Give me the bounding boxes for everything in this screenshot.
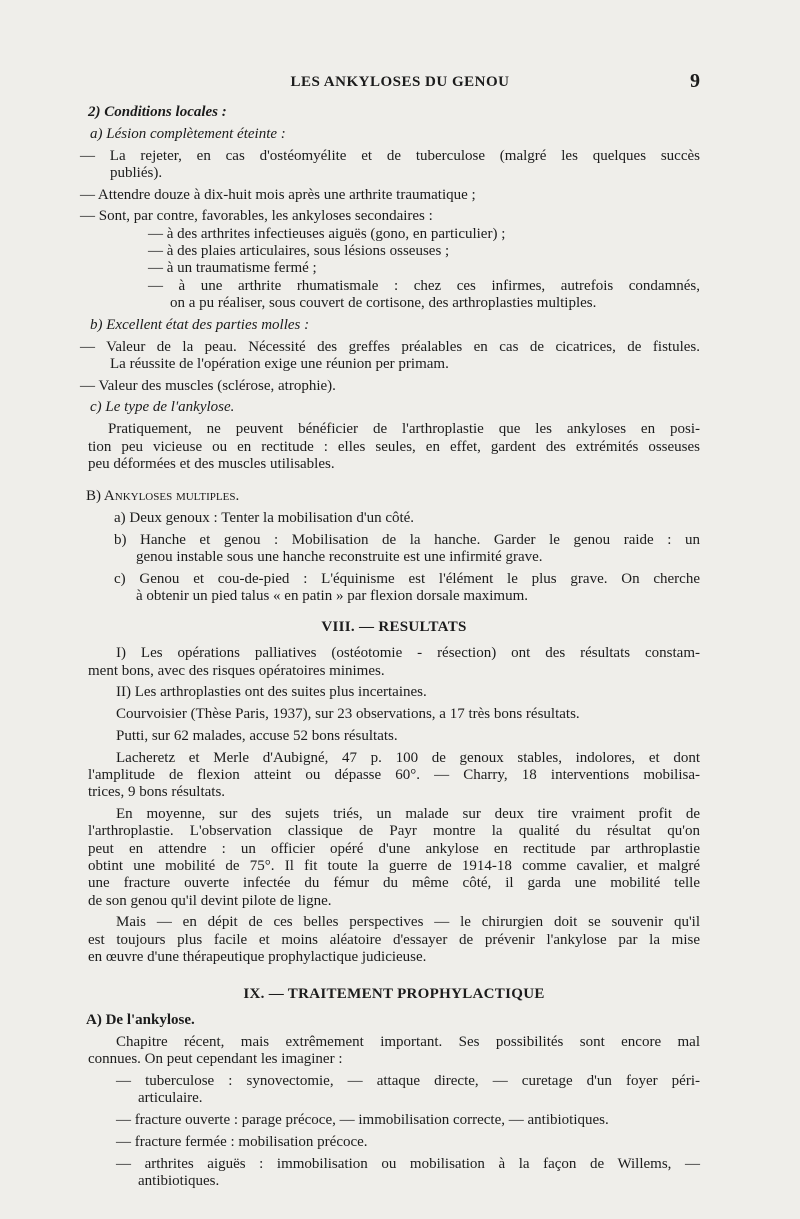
page-header [0, 70, 800, 96]
paragraph-pratiquement-line1: Pratiquement, ne peuvent bénéficier de l'arthroplastie que les ankyloses en posi- [108, 421, 700, 438]
paragraph-putti: Putti, sur 62 malades, accuse 52 bons résultats. [116, 727, 398, 744]
page-body [80, 104, 700, 1190]
paragraph-moyenne-line6: de son genou qu'il devint pilote de ligne. [88, 892, 332, 909]
paragraph-moyenne-line2: l'arthroplastie. L'observation classique de Payr montre la qualité du résultat qu'on [88, 823, 700, 840]
running-title: LES ANKYLOSES DU GENOU [290, 74, 510, 90]
item-hanche-genou-line2: genou instable sous une hanche reconstruite est une infirmité grave. [136, 549, 543, 566]
subheading-conditions-locales: 2) Conditions locales : [88, 104, 227, 120]
paragraph-pratiquement-line3: peu déformées et des muscles utilisables. [88, 455, 335, 472]
paragraph-moyenne-line4: obtint une mobilité de 75°. Il fit toute la guerre de 1914-18 comme cavalier, et malgré [88, 857, 700, 874]
paragraph-chapitre-line2: connues. On peut cependant les imaginer : [88, 1051, 343, 1068]
item-etat-parties-molles: b) Excellent état des parties molles : [90, 316, 310, 333]
paragraph-lacheretz-line3: trices, 9 bons résultats. [88, 784, 226, 801]
paragraph-chapitre-line1: Chapitre récent, mais extrêmement important. Ses possibilités sont encore mal [116, 1033, 700, 1050]
item-type-ankylose: c) Le type de l'ankylose. [90, 399, 235, 416]
paragraph-muscles: — Valeur des muscles (sclérose, atrophie). [80, 377, 336, 394]
paragraph-sont: — Sont, par contre, favorables, les ankyloses secondaires : [80, 208, 433, 225]
subheading-ankyloses-multiples: B) Ankyloses multiples. [86, 488, 240, 505]
paragraph-mais-line1: Mais — en dépit de ces belles perspectives — le chirurgien doit se souvenir qu'il [116, 914, 700, 931]
paragraph-operations-palliatives-line1: I) Les opérations palliatives (ostéotomie - résection) ont des résultats constam- [116, 645, 700, 662]
paragraph-courvoisier: Courvoisier (Thèse Paris, 1937), sur 23 observations, a 17 très bons résultats. [116, 706, 580, 723]
paragraph-mais-line2: est toujours plus facile et moins aléatoire d'essayer de prévenir l'ankylose par la mise [88, 931, 700, 948]
paragraph-lacheretz-line2: l'amplitude de flexion atteint ou dépasse 60°. — Charry, 18 interventions mobilisa- [88, 767, 700, 783]
paragraph-lacheretz-line1: Lacheretz et Merle d'Aubigné, 47 p. 100 de genoux stables, indolores, et dont [116, 749, 700, 766]
item-cou-de-pied-line2: à obtenir un pied talus « en patin » par flexion dorsale maximum. [136, 588, 528, 605]
list-item-tuberculose-line1: — tuberculose : synovectomie, — attaque directe, — curetage d'un foyer péri- [116, 1072, 700, 1089]
paragraph-rejeter-line1: — La rejeter, en cas d'ostéomyélite et de tuberculose (malgré les quelques succès [80, 147, 700, 164]
list-item-fracture-ouverte: — fracture ouverte : parage précoce, — immobilisation correcte, — antibiotiques. [116, 1112, 609, 1129]
paragraph-rejeter-line2: publiés). [110, 164, 163, 181]
sublist-item-plaies: — à des plaies articulaires, sous lésions osseuses ; [148, 243, 450, 260]
item-lesion-eteinte: a) Lésion complètement éteinte : [90, 125, 286, 142]
section-title-resultats: VIII. — RESULTATS [321, 618, 467, 635]
paragraph-moyenne-line3: peut en attendre : un officier opéré d'une ankylose en rectitude par arthroplastie [88, 840, 700, 857]
section-title-traitement-prophylactique: IX. — TRAITEMENT PROPHYLACTIQUE [243, 985, 545, 1002]
item-deux-genoux: a) Deux genoux : Tenter la mobilisation d'un côté. [114, 509, 415, 526]
paragraph-peau-line1: — Valeur de la peau. Nécessité des greffes préalables en cas de cicatrices, de fistules. [80, 338, 700, 355]
sublist-item-traumatisme: — à un traumatisme fermé ; [148, 260, 317, 277]
sublist-item-rhumatismale-line2: on a pu réaliser, sous couvert de cortisone, des arthroplasties multiples. [170, 294, 597, 311]
paragraph-operations-palliatives-line2: ment bons, avec des risques opératoires minimes. [88, 662, 385, 679]
subheading-de-l-ankylose: A) De l'ankylose. [86, 1012, 195, 1029]
list-item-tuberculose-line2: articulaire. [138, 1090, 203, 1107]
sublist-item-arthrites: — à des arthrites infectieuses aiguës (gono, en particulier) ; [148, 225, 506, 242]
paragraph-mais-line3: en œuvre d'une thérapeutique prophylactique judicieuse. [88, 948, 427, 965]
paragraph-attendre: — Attendre douze à dix-huit mois après une arthrite traumatique ; [80, 186, 476, 203]
list-item-arthrites-aigues-line2: antibiotiques. [138, 1172, 220, 1189]
paragraph-moyenne-line5: une fracture ouverte infectée du fémur du même côté, il garda une mobilité telle [88, 875, 700, 892]
list-item-arthrites-aigues-line1: — arthrites aiguës : immobilisation ou mobilisation à la façon de Willems, — [116, 1155, 700, 1172]
sublist-item-rhumatismale-line1: — à une arthrite rhumatismale : chez ces infirmes, autrefois condamnés, [148, 277, 700, 294]
paragraph-arthroplasties: II) Les arthroplasties ont des suites plus incertaines. [116, 684, 427, 701]
list-item-fracture-fermee: — fracture fermée : mobilisation précoce. [116, 1133, 368, 1150]
item-cou-de-pied-line1: c) Genou et cou-de-pied : L'équinisme est l'élément le plus grave. On cherche [114, 570, 700, 587]
paragraph-peau-line2: La réussite de l'opération exige une réunion per primam. [110, 355, 449, 372]
paragraph-moyenne-line1: En moyenne, sur des sujets triés, un malade sur deux tire vraiment profit de [116, 806, 700, 823]
paragraph-pratiquement-line2: tion peu vicieuse ou en rectitude : elles seules, en effet, gardent des extrémités osseuses [88, 438, 700, 455]
item-hanche-genou-line1: b) Hanche et genou : Mobilisation de la hanche. Garder le genou raide : un [114, 531, 700, 548]
page-number: 9 [690, 70, 700, 92]
